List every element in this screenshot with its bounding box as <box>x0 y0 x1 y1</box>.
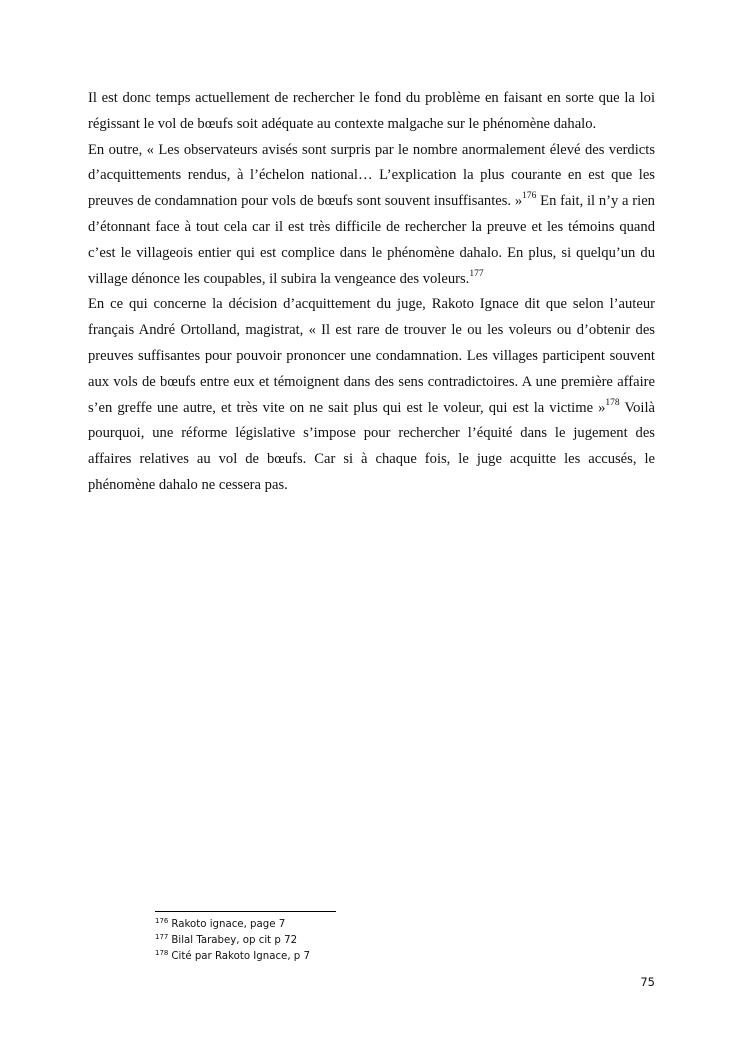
footnote-separator <box>155 911 336 912</box>
footnote-177 <box>155 933 555 949</box>
paragraph-1 <box>88 86 655 138</box>
footnote-ref-176[interactable]: 176 <box>522 191 537 202</box>
footnote-number: 177 <box>155 932 169 941</box>
paragraph-2-text-b: En fait, il n’y a rien d’étonnant face à tout cela car il est très difficile de rechercher la preuve et les témoins quand c’est le villageois entier qui est complice dans le phénomène dahalo. En plus, si quelqu’un du village dénonce les coupables, il subira la vengeance des voleurs. <box>88 193 655 287</box>
paragraph-3-text-b: Voilà pourquoi, une réforme législative s’impose pour rechercher l’équité dans le jugement des affaires relatives au vol de bœufs. Car si à chaque fois, le juge acquitte les accusés, le phénomène dahalo ne cessera pas. <box>88 399 655 493</box>
paragraph-3-text-a: En ce qui concerne la décision d’acquittement du juge, Rakoto Ignace dit que selon l’auteur français André Ortolland, magistrat, « Il est rare de trouver le ou les voleurs ou d’obtenir des preuves suffisantes pour pouvoir prononcer une condamnation. Les villages participent souvent aux vols de bœufs entre eux et témoignent dans des sens contradictoires. A une première affaire s’en greffe une autre, et très vite on ne sait plus qui est le voleur, qui est la victime » <box>88 296 655 416</box>
footnote-178 <box>155 949 555 965</box>
body-text <box>88 86 655 499</box>
footnote-text: Bilal Tarabey, op cit p 72 <box>171 935 298 946</box>
footnote-text: Cité par Rakoto Ignace, p 7 <box>171 951 310 962</box>
footnotes <box>155 917 555 965</box>
footnote-176 <box>155 917 555 933</box>
footnote-text: Rakoto ignace, page 7 <box>171 919 286 930</box>
footnote-number: 176 <box>155 916 169 925</box>
footnote-number: 178 <box>155 948 169 957</box>
footnote-ref-177[interactable]: 177 <box>469 268 484 279</box>
paragraph-3 <box>88 292 655 498</box>
footnote-ref-178[interactable]: 178 <box>605 397 620 408</box>
paragraph-2-text-a: En outre, « Les observateurs avisés sont surpris par le nombre anormalement élevé des verdicts d’acquittements rendus, à l’échelon national… L’explication la plus courante en est que les preuves de condamnation pour vols de bœufs sont souvent insuffisantes. » <box>88 141 655 210</box>
paragraph-1-text: Il est donc temps actuellement de rechercher le fond du problème en faisant en sorte que la loi régissant le vol de bœufs soit adéquate au contexte malgache sur le phénomène dahalo. <box>88 90 655 132</box>
page-number: 75 <box>640 975 655 989</box>
paragraph-2 <box>88 138 655 293</box>
